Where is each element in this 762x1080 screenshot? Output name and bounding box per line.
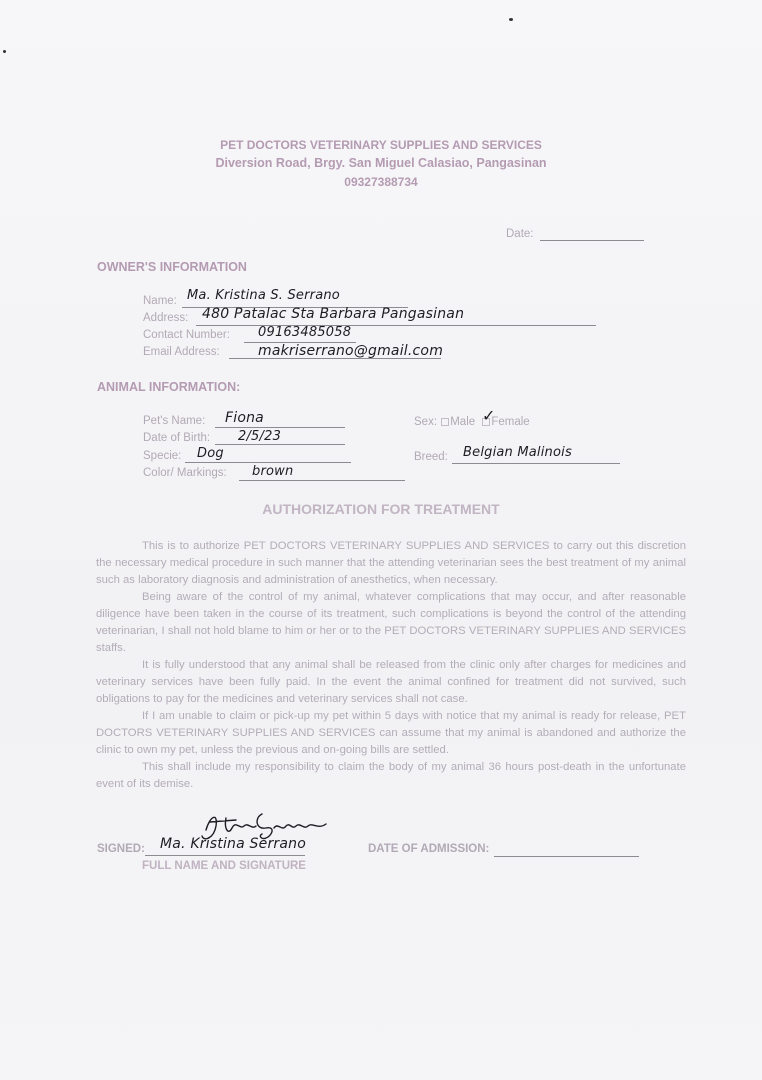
female-check-mark-icon: ✓	[482, 406, 496, 425]
specie-line	[185, 462, 351, 463]
owner-address-line	[196, 325, 596, 326]
authorization-paragraph-5: This shall include my responsibility to claim the body of my animal 36 hours post-death in the unfortunate event of its demise.	[96, 761, 686, 791]
male-checkbox[interactable]	[441, 418, 449, 426]
date-field[interactable]	[540, 240, 644, 241]
color-field[interactable]: brown	[252, 464, 294, 479]
dob-field[interactable]: 2/5/23	[238, 429, 282, 444]
signed-label: SIGNED:	[97, 843, 145, 855]
authorization-paragraph-4: If I am unable to claim or pick-up my pet within 5 days with notice that my animal is ready for release, PET DOCTORS VETERINARY SUPPLIES AND SERVICES can assume that my animal is abandoned and authorize the clinic to own my pet, unless the previous and on-going bills are settled.	[96, 710, 686, 757]
owner-address-field[interactable]: 480 Patalac Sta Barbara Pangasinan	[202, 306, 465, 322]
color-line	[239, 480, 405, 481]
breed-field[interactable]: Belgian Malinois	[463, 445, 572, 460]
specie-label: Specie:	[143, 450, 182, 462]
date-label: Date:	[506, 228, 534, 240]
owner-contact-field[interactable]: 09163485058	[258, 325, 352, 340]
business-phone: 09327388734	[344, 175, 418, 189]
signature-line	[145, 855, 305, 856]
signature-scrawl-icon	[196, 808, 336, 848]
animal-section-title: ANIMAL INFORMATION:	[97, 380, 241, 394]
owner-address-label: Address:	[143, 312, 189, 324]
female-option-label: Female	[491, 416, 530, 428]
authorization-paragraph-2: Being aware of the control of my animal, whatever complications that may occur, and after reasonable diligence have been taken in the course of its treatment, such complications is beyond the control of the attending veterinarian, I shall not hold blame to him or her or to the PET DOCTORS VETERINARY SUPPLIES AND SERVICES staffs.	[96, 591, 686, 655]
business-address: Diversion Road, Brgy. San Miguel Calasiao, Pangasinan	[215, 156, 547, 170]
authorization-paragraph-1: This is to authorize PET DOCTORS VETERINARY SUPPLIES AND SERVICES to carry out this discretion the necessary medical procedure in such manner that the attending veterinarian sees the best treatment of my animal such as laboratory diagnosis and administration of anesthetics, when necessary.	[96, 540, 686, 587]
pet-name-line	[215, 427, 345, 428]
sex-field	[414, 416, 530, 428]
owner-section-title: OWNER'S INFORMATION	[97, 260, 247, 274]
owner-email-field[interactable]: makriserrano@gmail.com	[258, 343, 444, 359]
signature-caption: FULL NAME AND SIGNATURE	[142, 860, 306, 872]
breed-label: Breed:	[414, 451, 448, 463]
admission-date-field[interactable]	[494, 856, 639, 857]
authorization-title: AUTHORIZATION FOR TREATMENT	[262, 501, 500, 517]
scan-speck	[3, 50, 6, 53]
owner-email-label: Email Address:	[143, 346, 220, 358]
sex-label: Sex:	[414, 416, 438, 428]
dob-line	[215, 444, 345, 445]
authorization-paragraph-3: It is fully understood that any animal shall be released from the clinic only after charges for medicines and veterinary services have been fully paid. In the event the animal confined for treatment did not survived, such obligations to pay for the medicines and veterinary services shall not case.	[96, 659, 686, 706]
scan-speck	[509, 18, 513, 21]
dob-label: Date of Birth:	[143, 432, 211, 444]
owner-name-label: Name:	[143, 295, 177, 307]
color-label: Color/ Markings:	[143, 467, 227, 479]
pet-name-field[interactable]: Fiona	[225, 410, 264, 426]
owner-name-field[interactable]: Ma. Kristina S. Serrano	[187, 288, 340, 303]
pet-name-label: Pet's Name:	[143, 415, 206, 427]
specie-field[interactable]: Dog	[197, 446, 224, 461]
male-option-label: Male	[450, 416, 476, 428]
signed-name-field[interactable]: Ma. Kristina Serrano	[160, 836, 306, 852]
business-name: PET DOCTORS VETERINARY SUPPLIES AND SERVICES	[220, 138, 542, 152]
owner-contact-label: Contact Number:	[143, 329, 230, 341]
breed-line	[452, 463, 620, 464]
admission-date-label: DATE OF ADMISSION:	[368, 843, 490, 855]
